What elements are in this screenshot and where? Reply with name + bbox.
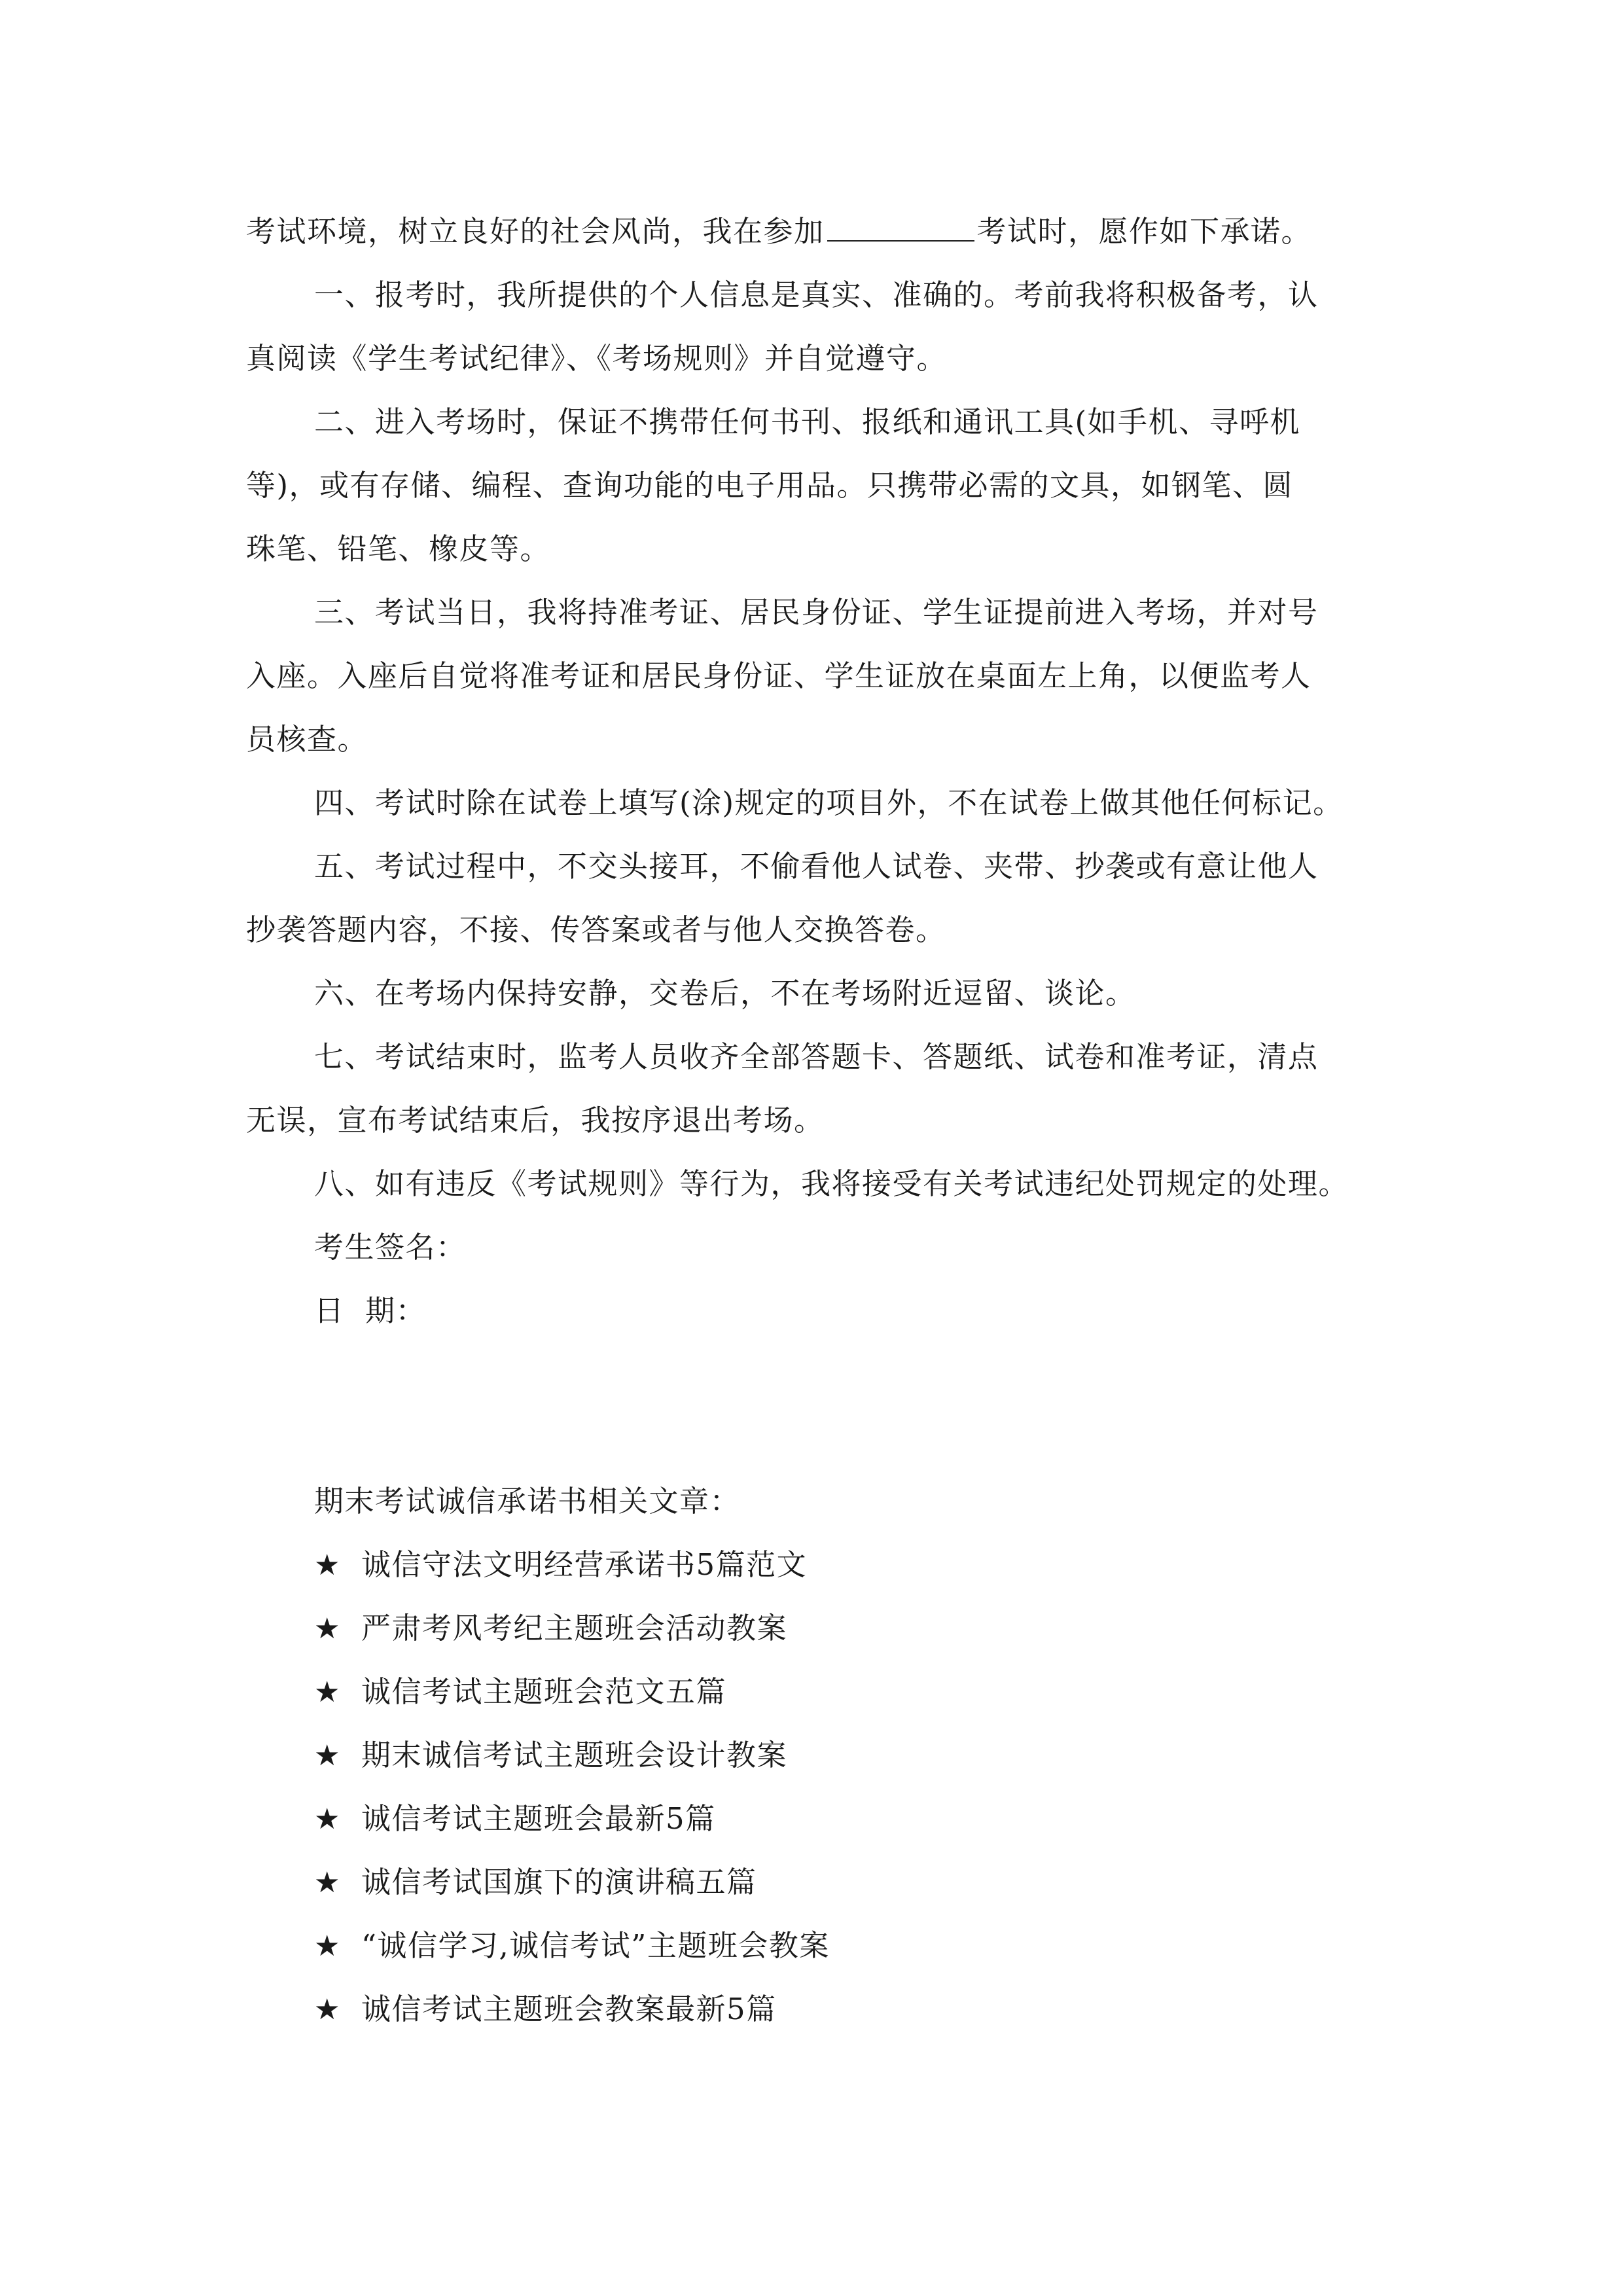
related-article-label: 诚信考试国旗下的演讲稿五篇 <box>361 1865 757 1899</box>
related-articles-title: 期末考试诚信承诺书相关文章： <box>314 1484 741 1518</box>
related-article-label: 诚信守法文明经营承诺书5篇范文 <box>361 1547 808 1582</box>
star-icon: ★ <box>314 1739 341 1772</box>
star-icon: ★ <box>314 1929 341 1963</box>
item-7-line-1: 七、考试结束时，监考人员收齐全部答题卡、答题纸、试卷和准考证，清点 <box>314 1039 1319 1074</box>
item-3-line-3: 员核查。 <box>246 722 368 757</box>
star-icon: ★ <box>314 1612 341 1645</box>
item-2-line-3: 珠笔、铅笔、橡皮等。 <box>246 531 551 566</box>
related-article-link[interactable] <box>246 1533 1378 1596</box>
item-2-line-1: 二、进入考场时，保证不携带任何书刊、报纸和通讯工具(如手机、寻呼机 <box>314 404 1301 439</box>
item-3-line-1: 三、考试当日，我将持准考证、居民身份证、学生证提前进入考场，并对号 <box>314 595 1319 630</box>
exam-name-blank <box>827 217 974 242</box>
item-2-line-2: 等)，或有存储、编程、查询功能的电子用品。只携带必需的文具，如钢笔、圆 <box>246 468 1294 503</box>
related-article-link[interactable] <box>246 1850 1378 1914</box>
star-icon: ★ <box>314 1676 341 1709</box>
item-4-line-1: 四、考试时除在试卷上填写(涂)规定的项目外，不在试卷上做其他任何标记。 <box>314 785 1344 820</box>
intro-line <box>246 200 1378 263</box>
item-5-line-2: 抄袭答题内容，不接、传答案或者与他人交换答卷。 <box>246 912 946 947</box>
related-article-label: 期末诚信考试主题班会设计教案 <box>361 1738 788 1772</box>
star-icon: ★ <box>314 1993 341 2026</box>
document-page <box>246 200 1378 2041</box>
date-label: 日 期： <box>314 1293 427 1328</box>
related-article-label: 诚信考试主题班会范文五篇 <box>361 1674 727 1709</box>
item-8-line-1: 八、如有违反《考试规则》等行为，我将接受有关考试违纪处罚规定的处理。 <box>314 1166 1349 1201</box>
item-3-line-2: 入座。入座后自觉将准考证和居民身份证、学生证放在桌面左上角，以便监考人 <box>246 658 1311 693</box>
star-icon: ★ <box>314 1866 341 1899</box>
related-article-label: 诚信考试主题班会教案最新5篇 <box>361 1992 777 2026</box>
intro-text-after: 考试时，愿作如下承诺。 <box>976 214 1312 249</box>
related-article-label: 诚信考试主题班会最新5篇 <box>361 1801 716 1836</box>
item-6-line-1: 六、在考场内保持安静，交卷后，不在考场附近逗留、谈论。 <box>314 976 1136 1011</box>
related-article-link[interactable] <box>246 1723 1378 1787</box>
related-article-link[interactable] <box>246 1787 1378 1850</box>
related-article-label: “诚信学习,诚信考试”主题班会教案 <box>361 1928 830 1963</box>
signature-label: 考生签名： <box>314 1230 467 1265</box>
star-icon: ★ <box>314 1549 341 1582</box>
related-article-label: 严肃考风考纪主题班会活动教案 <box>361 1611 788 1645</box>
item-5-line-1: 五、考试过程中，不交头接耳，不偷看他人试卷、夹带、抄袭或有意让他人 <box>314 849 1319 884</box>
item-7-line-2: 无误，宣布考试结束后，我按序退出考场。 <box>246 1103 825 1138</box>
item-1-line-1: 一、报考时，我所提供的个人信息是真实、准确的。考前我将积极备考，认 <box>314 278 1319 312</box>
related-article-link[interactable] <box>246 1660 1378 1723</box>
intro-text-before: 考试环境，树立良好的社会风尚，我在参加 <box>246 214 825 249</box>
item-1-line-2: 真阅读《学生考试纪律》、《考场规则》并自觉遵守。 <box>246 341 948 376</box>
related-article-link[interactable] <box>246 1596 1378 1660</box>
related-article-link[interactable] <box>246 1914 1378 1977</box>
related-article-link[interactable] <box>246 1977 1378 2041</box>
star-icon: ★ <box>314 1803 341 1836</box>
